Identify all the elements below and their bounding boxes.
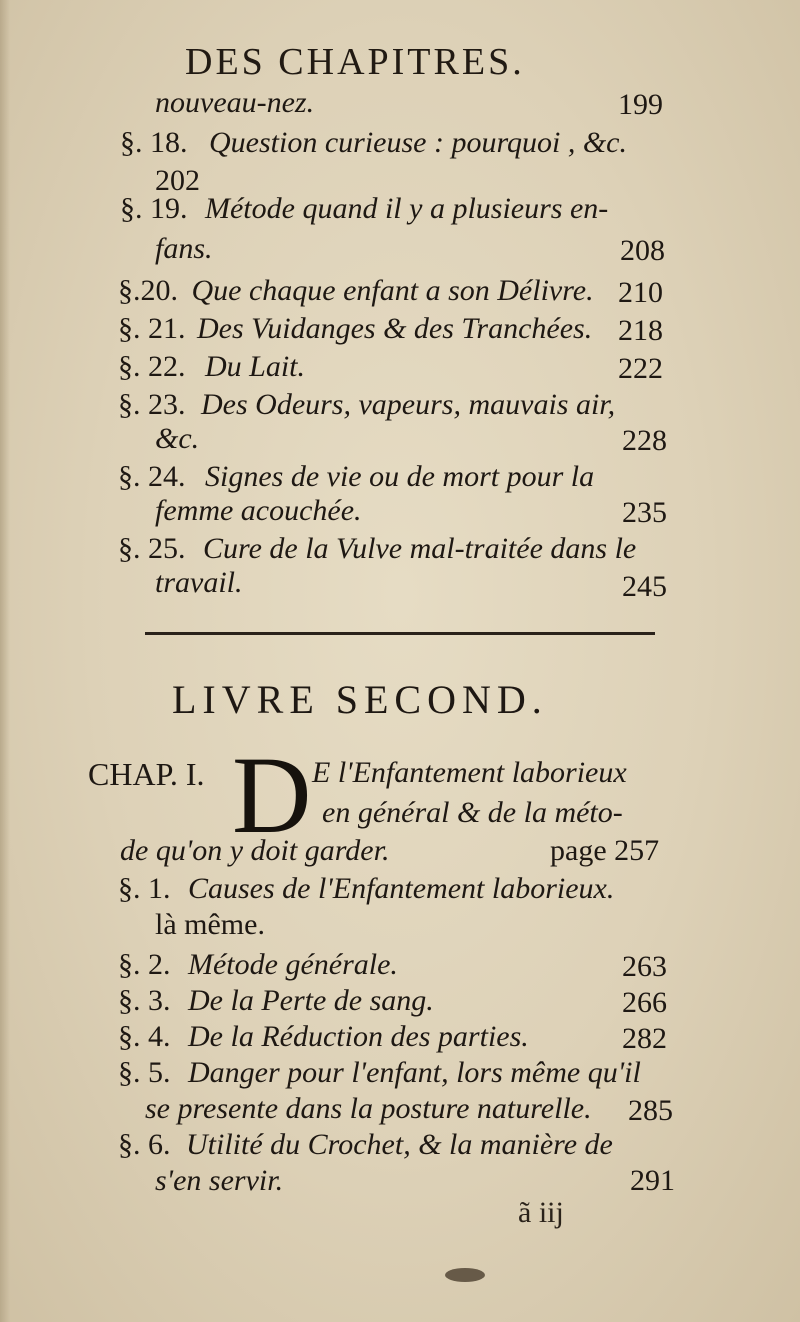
entry-18: [120, 126, 627, 160]
entry-title: Question curieuse : pourquoi , &c.: [209, 126, 627, 159]
entry-24: [118, 460, 594, 494]
entry-b2-5: [118, 1056, 641, 1090]
entry-title: Métode générale.: [188, 948, 398, 981]
entry-19: [120, 192, 608, 226]
entry-page-number: 210: [618, 276, 663, 309]
entry-page-number: 228: [622, 424, 667, 457]
entry-page-number: 245: [622, 570, 667, 603]
chapter-title-line: de qu'on y doit garder.: [120, 834, 390, 867]
entry-continuation: nouveau-nez.: [155, 86, 315, 119]
section-rule: [145, 632, 655, 635]
entry-prefix: §. 22.: [118, 350, 186, 383]
entry-25: [118, 532, 636, 566]
entry-continuation: s'en servir.: [155, 1164, 284, 1197]
entry-page-number: 202: [155, 164, 200, 197]
entry-title: Métode quand il y a plusieurs en-: [205, 192, 609, 225]
book-title: LIVRE SECOND.: [172, 677, 548, 722]
entry-page-number: 208: [620, 234, 665, 267]
entry-title: De la Réduction des parties.: [188, 1020, 529, 1053]
chapter-page-ref: page 257: [550, 834, 660, 867]
entry-page-number: 266: [622, 986, 667, 1019]
entry-page-number: 285: [628, 1094, 673, 1127]
entry-b2-2: [118, 948, 398, 982]
entry-page-number: 199: [618, 88, 663, 121]
entry-continuation: &c.: [155, 422, 200, 455]
entry-title: Du Lait.: [205, 350, 306, 383]
entry-20: [118, 274, 594, 308]
entry-prefix: §. 3.: [118, 984, 171, 1017]
entry-title: Utilité du Crochet, & la manière de: [186, 1128, 613, 1161]
signature-mark: ã iij: [518, 1196, 564, 1229]
entry-23: [118, 388, 615, 422]
entry-prefix: §. 24.: [118, 460, 186, 493]
entry-page-number: 263: [622, 950, 667, 983]
entry-prefix: §. 19.: [120, 192, 188, 225]
chapter-title-line: en général & de la méto-: [322, 796, 623, 829]
entry-title: Que chaque enfant a son Délivre.: [191, 274, 594, 307]
entry-continuation: fans.: [155, 232, 213, 265]
entry-22: [118, 350, 305, 384]
entry-continuation: là même.: [155, 908, 265, 941]
entry-page-number: 218: [618, 314, 663, 347]
entry-page-number: 291: [630, 1164, 675, 1197]
running-head: DES CHAPITRES.: [185, 41, 525, 83]
entry-continuation: femme acouchée.: [155, 494, 362, 527]
chapter-label: CHAP. I.: [88, 756, 205, 792]
entry-prefix: §. 1.: [118, 872, 171, 905]
entry-prefix: §. 5.: [118, 1056, 171, 1089]
entry-b2-3: [118, 984, 434, 1018]
drop-cap: D: [232, 734, 312, 856]
entry-page-number: 235: [622, 496, 667, 529]
entry-title: De la Perte de sang.: [188, 984, 434, 1017]
entry-prefix: §. 18.: [120, 126, 188, 159]
page-edge-shadow: [0, 0, 10, 1322]
entry-prefix: §. 23.: [118, 388, 186, 421]
entry-prefix: §. 21.: [118, 312, 186, 345]
entry-title: Signes de vie ou de mort pour la: [205, 460, 595, 493]
entry-b2-4: [118, 1020, 529, 1054]
entry-page-number: 282: [622, 1022, 667, 1055]
entry-page-number: 222: [618, 352, 663, 385]
ink-blot: [445, 1268, 485, 1282]
entry-b2-1: [118, 872, 614, 906]
entry-title: Des Vuidanges & des Tranchées.: [197, 312, 593, 345]
entry-continuation: travail.: [155, 566, 243, 599]
entry-title: Cure de la Vulve mal-traitée dans le: [203, 532, 637, 565]
entry-prefix: §. 2.: [118, 948, 171, 981]
entry-prefix: §.20.: [118, 274, 178, 307]
entry-prefix: §. 6.: [118, 1128, 171, 1161]
entry-prefix: §. 4.: [118, 1020, 171, 1053]
chapter-title-line: E l'Enfantement laborieux: [312, 756, 627, 789]
entry-title: Des Odeurs, vapeurs, mauvais air,: [201, 388, 616, 421]
entry-title: Causes de l'Enfantement laborieux.: [188, 872, 615, 905]
entry-continuation: se presente dans la posture naturelle.: [145, 1092, 592, 1125]
entry-21: [118, 312, 592, 346]
entry-b2-6: [118, 1128, 613, 1162]
entry-title: Danger pour l'enfant, lors même qu'il: [188, 1056, 641, 1089]
entry-prefix: §. 25.: [118, 532, 186, 565]
